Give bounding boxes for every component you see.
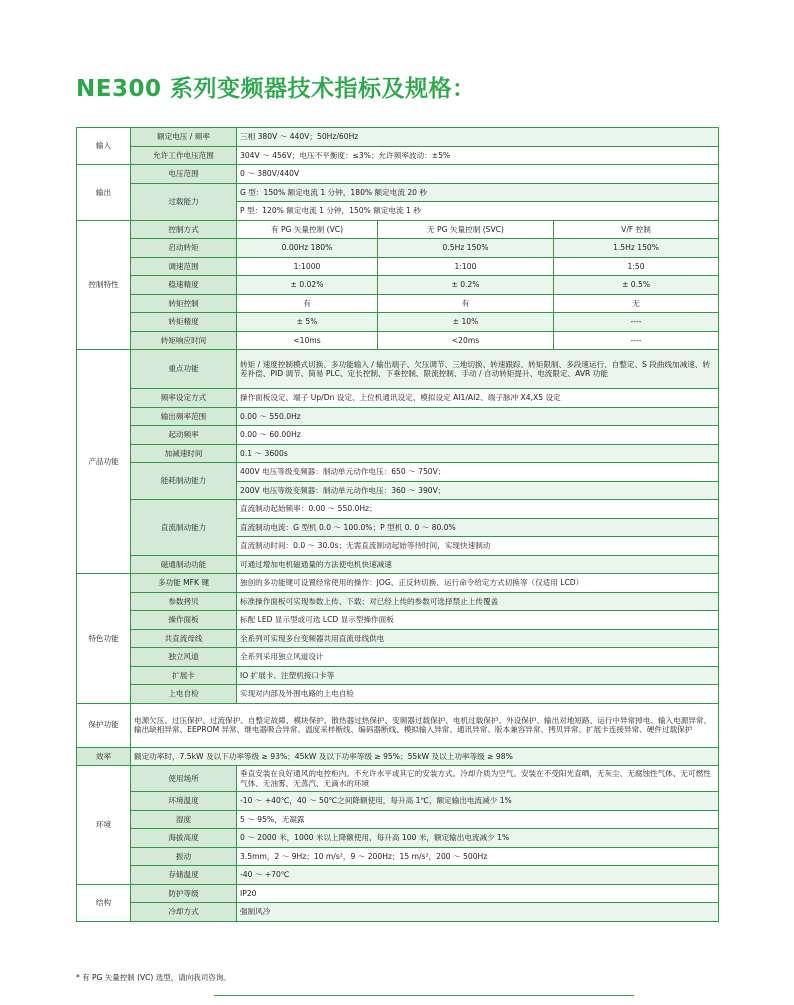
row-value: IO 扩展卡、注塑机接口卡等	[237, 666, 719, 685]
row-value: ----	[554, 313, 719, 332]
category-efficiency: 效率	[77, 747, 131, 766]
row-label: 磁通制动功能	[131, 555, 237, 574]
row-value: 400V 电压等级变频器：制动单元动作电压：650 ～ 750V；	[237, 463, 719, 482]
table-row	[77, 294, 719, 313]
row-value: 无	[554, 294, 719, 313]
row-value: ± 0.5%	[554, 276, 719, 295]
row-value: 实现对内部及外围电路的上电自检	[237, 685, 719, 704]
category-product: 产品功能	[77, 350, 131, 574]
row-value: IP20	[237, 884, 719, 903]
table-row	[77, 500, 719, 519]
row-label: 加减速时间	[131, 444, 237, 463]
row-label: 转矩精度	[131, 313, 237, 332]
row-value: 转矩 / 速度控制模式切换、多功能输入 / 输出端子、欠压调节、三地切换、转速跟踪、转矩限制、多段速运行、自整定、S 段曲线加减速、转差补偿、PID 调节、简易 PLC、定长控制、下垂控制、限流控制、手动 / 自动转矩提升、电流限定、AVR 功能	[237, 350, 719, 389]
row-value: 有	[378, 294, 554, 313]
row-value: -40 ～ +70℃	[237, 866, 719, 885]
row-label: 能耗制动能力	[131, 463, 237, 500]
table-row	[77, 257, 719, 276]
row-label: 允许工作电压范围	[131, 146, 237, 165]
row-label: 输出频率范围	[131, 407, 237, 426]
row-value: <20ms	[378, 331, 554, 350]
table-row	[77, 829, 719, 848]
row-value: 直流制动电流：G 型机 0.0 ～ 100.0%；P 型机 0. 0 ～ 80.0%	[237, 518, 719, 537]
category-protection: 保护功能	[77, 703, 131, 747]
row-label: 转矩响应时间	[131, 331, 237, 350]
table-row	[77, 389, 719, 408]
table-row	[77, 146, 719, 165]
page-title: NE300 系列变频器技术指标及规格：	[76, 76, 476, 102]
row-value: 304V ～ 456V；电压不平衡度：≤3%；允许频率波动：±5%	[237, 146, 719, 165]
table-row	[77, 792, 719, 811]
row-value: 有 PG 矢量控制 (VC)	[237, 220, 378, 239]
table-row	[77, 666, 719, 685]
row-value: 操作面板设定、端子 Up/Dn 设定、上位机通讯设定、模拟设定 AI1/AI2、端子脉冲 X4,X5 设定	[237, 389, 719, 408]
table-row	[77, 766, 719, 792]
row-value: 0 ～ 380V/440V	[237, 165, 719, 184]
table-row	[77, 884, 719, 903]
category-feature: 特色功能	[77, 574, 131, 704]
row-label: 共直流母线	[131, 629, 237, 648]
row-label: 转矩控制	[131, 294, 237, 313]
row-label: 振动	[131, 847, 237, 866]
table-row	[77, 463, 719, 482]
row-label: 调速范围	[131, 257, 237, 276]
row-value: -10 ～ +40℃，40 ～ 50℃之间降额使用，每升高 1℃，额定输出电流减少 1%	[237, 792, 719, 811]
row-value: G 型：150% 额定电流 1 分钟，180% 额定电流 20 秒	[237, 183, 719, 202]
row-label: 上电自检	[131, 685, 237, 704]
row-value: ± 10%	[378, 313, 554, 332]
table-row	[77, 350, 719, 389]
row-label: 频率设定方式	[131, 389, 237, 408]
row-label: 起动频率	[131, 426, 237, 445]
row-value: ± 5%	[237, 313, 378, 332]
row-label: 湿度	[131, 810, 237, 829]
table-row	[77, 703, 719, 747]
row-value: <10ms	[237, 331, 378, 350]
row-value: ± 0.02%	[237, 276, 378, 295]
table-row	[77, 183, 719, 202]
table-row	[77, 407, 719, 426]
row-label: 防护等级	[131, 884, 237, 903]
row-value: 0.1 ～ 3600s	[237, 444, 719, 463]
row-label: 启动转矩	[131, 239, 237, 258]
row-label: 独立风道	[131, 648, 237, 667]
row-value: 标准操作面板可实现参数上传、下载；对已经上传的参数可选择禁止上传覆盖	[237, 592, 719, 611]
row-value: 直流制动起始频率：0.00 ～ 550.0Hz；	[237, 500, 719, 519]
row-label: 使用场所	[131, 766, 237, 792]
row-label: 重点功能	[131, 350, 237, 389]
table-row	[77, 685, 719, 704]
row-label: 扩展卡	[131, 666, 237, 685]
table-row	[77, 276, 719, 295]
table-row	[77, 903, 719, 922]
row-value: 可通过增加电机磁通量的方法使电机快速减速	[237, 555, 719, 574]
row-label: 多功能 MFK 键	[131, 574, 237, 593]
row-value: 强制风冷	[237, 903, 719, 922]
footer-divider	[214, 995, 634, 996]
row-value: V/F 控制	[554, 220, 719, 239]
row-label: 电压范围	[131, 165, 237, 184]
table-row	[77, 629, 719, 648]
footnote: * 有 PG 矢量控制 (VC) 选型，请向我司咨询。	[76, 973, 231, 982]
row-value: 1:1000	[237, 257, 378, 276]
row-label: 环境温度	[131, 792, 237, 811]
table-row	[77, 313, 719, 332]
table-row	[77, 331, 719, 350]
row-value: 标配 LED 显示型或可选 LCD 显示型操作面板	[237, 611, 719, 630]
row-label: 参数拷贝	[131, 592, 237, 611]
category-input: 输入	[77, 128, 131, 165]
table-row	[77, 611, 719, 630]
row-value: 0 ～ 2000 米，1000 米以上降额使用，每升高 100 米，额定输出电流减少 1%	[237, 829, 719, 848]
category-output: 输出	[77, 165, 131, 221]
table-row	[77, 592, 719, 611]
row-value: 0.00 ～ 550.0Hz	[237, 407, 719, 426]
spec-table	[76, 127, 719, 922]
row-value: 200V 电压等级变频器：制动单元动作电压：360 ～ 390V；	[237, 481, 719, 500]
row-value: 0.00Hz 180%	[237, 239, 378, 258]
table-row	[77, 648, 719, 667]
table-row	[77, 444, 719, 463]
table-row	[77, 555, 719, 574]
row-value: ± 0.2%	[378, 276, 554, 295]
row-value: 1.5Hz 150%	[554, 239, 719, 258]
row-value: 有	[237, 294, 378, 313]
table-row	[77, 165, 719, 184]
row-value: ----	[554, 331, 719, 350]
category-structure: 结构	[77, 884, 131, 921]
row-value: 1:100	[378, 257, 554, 276]
row-value: 三相 380V ～ 440V；50Hz/60Hz	[237, 128, 719, 147]
row-value: 直流制动时间：0.0 ～ 30.0s；无需直流制动起始等待时间，实现快速制动	[237, 537, 719, 556]
row-label: 额定电压 / 频率	[131, 128, 237, 147]
row-label: 操作面板	[131, 611, 237, 630]
row-label: 存储温度	[131, 866, 237, 885]
row-value: 0.00 ～ 60.00Hz	[237, 426, 719, 445]
table-row	[77, 426, 719, 445]
row-value: 额定功率时，7.5kW 及以下功率等级 ≥ 93%；45kW 及以下功率等级 ≥ 95%；55kW 及以上功率等级 ≥ 98%	[131, 747, 719, 766]
table-row	[77, 220, 719, 239]
row-label: 控制方式	[131, 220, 237, 239]
table-row	[77, 810, 719, 829]
table-row	[77, 128, 719, 147]
table-row	[77, 847, 719, 866]
row-label: 稳速精度	[131, 276, 237, 295]
row-value: 0.5Hz 150%	[378, 239, 554, 258]
category-control: 控制特性	[77, 220, 131, 350]
row-value: 电源欠压、过压保护、过流保护、自整定故障、模块保护、散热器过热保护、变频器过载保护、电机过载保护、外设保护、输出对地短路、运行中异常掉电、输入电源异常、输出缺相异常、EEPROM 异常、继电器吸合异常、温度采样断线、编码器断线、模拟输入异常、通讯异常、版本兼容异常、拷贝异常、扩展卡连接异常、硬件过载保护	[131, 703, 719, 747]
row-value: P 型：120% 额定电流 1 分钟，150% 额定电流 1 秒	[237, 202, 719, 221]
table-row	[77, 747, 719, 766]
table-row	[77, 866, 719, 885]
row-value: 全系列采用独立风道设计	[237, 648, 719, 667]
row-value: 全系列可实现多台变频器共用直流母线供电	[237, 629, 719, 648]
row-label: 冷却方式	[131, 903, 237, 922]
category-environment: 环境	[77, 766, 131, 885]
row-value: 垂直安装在良好通风的电控柜内。不允许水平或其它的安装方式。冷却介质为空气。安装在不受阳光直晒，无灰尘、无腐蚀性气体、无可燃性气体、无油雾、无蒸汽、无滴水的环境	[237, 766, 719, 792]
row-label: 直流制动能力	[131, 500, 237, 556]
row-label: 海拔高度	[131, 829, 237, 848]
row-value: 1:50	[554, 257, 719, 276]
row-value: 独创的多功能键可设置经常使用的操作：JOG、正反转切换、运行命令给定方式切换等（仅适用 LCD）	[237, 574, 719, 593]
row-value: 无 PG 矢量控制 (SVC)	[378, 220, 554, 239]
table-row	[77, 239, 719, 258]
row-label: 过载能力	[131, 183, 237, 220]
row-value: 5 ～ 95%，无凝露	[237, 810, 719, 829]
row-value: 3.5mm，2 ～ 9Hz；10 m/s²，9 ～ 200Hz；15 m/s²，200 ～ 500Hz	[237, 847, 719, 866]
table-row	[77, 574, 719, 593]
